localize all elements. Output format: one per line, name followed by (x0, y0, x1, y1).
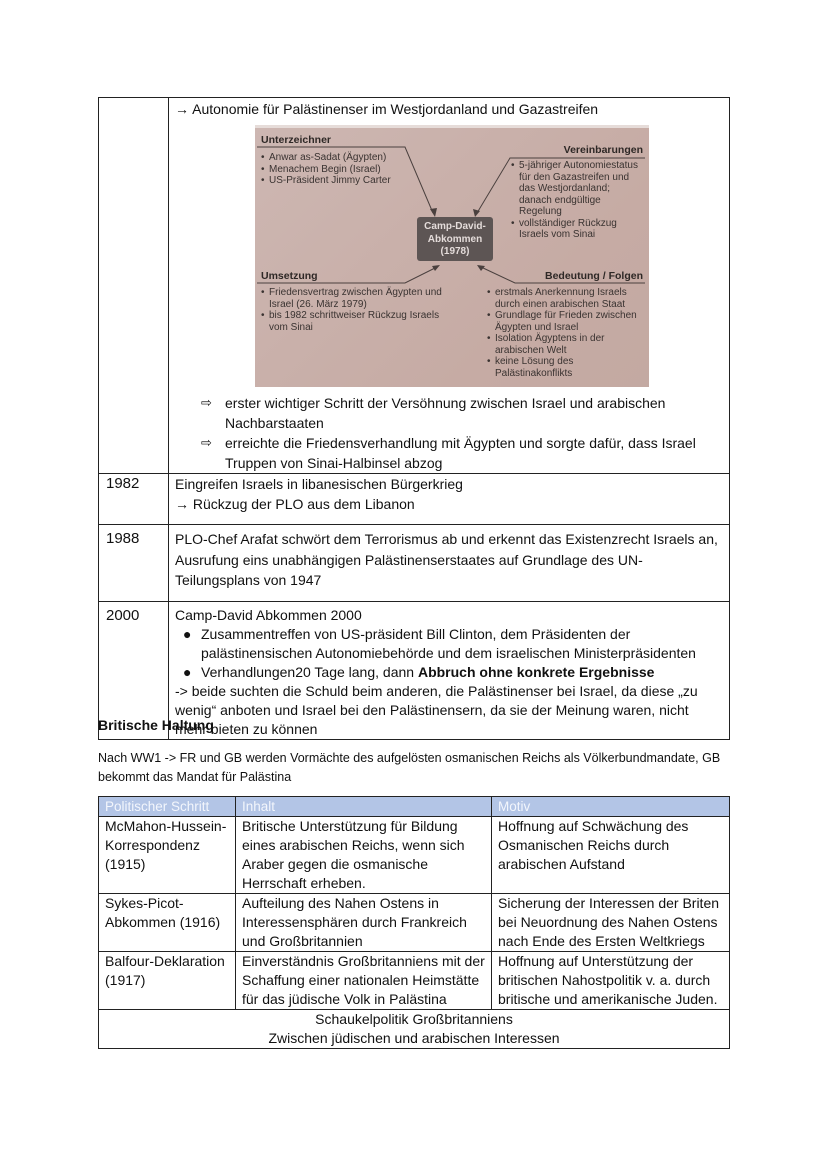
year-cell: 1982 (99, 474, 169, 525)
bedeutung-heading: Bedeutung / Folgen (545, 270, 643, 282)
event-conclusion: -> beide suchten die Schuld beim anderen, die Palästinenser bei Israel, da diese „zu wenig“ anboten und Israel bei den Palästinensern, da sie der Meinung waren, nicht mehr bieten zu können (175, 682, 698, 737)
event-cell (169, 525, 730, 602)
table-row (99, 952, 730, 1010)
event-text: Eingreifen Israels in libanesischen Bürgerkrieg (175, 476, 463, 492)
column-header: Inhalt (236, 797, 492, 817)
content-cell: Aufteilung des Nahen Ostens in Interessensphären durch Frankreich und Großbritannien (236, 894, 492, 952)
summary-cell (99, 1010, 730, 1049)
list-item: • Menachem Begin (Israel) (261, 164, 421, 176)
table-row (99, 817, 730, 894)
bedeutung-list (487, 287, 645, 379)
timeline-row-1982 (99, 474, 730, 525)
list-item: • vollständiger Rückzug Israels vom Sinai (511, 218, 641, 241)
unterzeichner-heading: Unterzeichner (261, 134, 332, 146)
summary-line: Schaukelpolitik Großbritanniens (315, 1011, 513, 1027)
center-line: (1978) (440, 246, 470, 257)
bullet-text: Verhandlungen20 Tage lang, dann (201, 663, 418, 680)
bullet-emphasis: Abbruch ohne konkrete Ergebnisse (417, 663, 655, 680)
section-intro: Nach WW1 -> FR und GB werden Vormächte des aufgelösten osmanischen Reichs als Völkerbundmandate, GB bekommt das Mandat für Palästina (98, 751, 721, 784)
outline-arrow-right-icon: ⇨ (201, 435, 212, 450)
conclusion-text: erster wichtiger Schritt der Versöhnung zwischen Israel und arabischen Nachbarstaaten (225, 395, 666, 431)
timeline-row-1988 (99, 525, 730, 602)
content-cell: Einverständnis Großbritanniens mit der Schaffung einer nationalen Heimstätte für das jüdische Volk in Palästina (236, 952, 492, 1010)
list-item: • Grundlage für Frieden zwischen Ägypten und Israel (487, 310, 645, 333)
event-title: Camp-David Abkommen 2000 (175, 606, 362, 623)
conclusion-text: erreichte die Friedensverhandlung mit Ägypten und sorgte dafür, dass Israel Truppen von Sinai-Halbinsel abzog (225, 435, 696, 471)
motive-cell: Sicherung der Interessen der Briten bei Neuordnung des Nahen Ostens nach Ende des Ersten Weltkriegs (492, 894, 730, 952)
content-cell: Britische Unterstützung für Bildung eines arabischen Reichs, wenn sich Araber gegen die osmanische Herrschaft erheben. (236, 817, 492, 894)
list-item: • bis 1982 schrittweiser Rückzug Israels vom Sinai (261, 310, 451, 333)
center-line: Camp-David- (424, 221, 486, 232)
section-heading: Britische Haltung (98, 717, 214, 733)
bullet-icon: ● (183, 663, 192, 680)
motive-cell: Hoffnung auf Schwächung des Osmanischen Reichs durch arabischen Aufstand (492, 817, 730, 894)
bullet-icon: ● (183, 625, 192, 642)
umsetzung-heading: Umsetzung (261, 270, 318, 282)
conclusion-item (201, 393, 723, 433)
camp-david-diagram-photo (255, 125, 649, 387)
column-header: Motiv (492, 797, 730, 817)
event-cell (169, 474, 730, 525)
table-header-row (99, 797, 730, 817)
year-cell: 2000 (99, 601, 169, 739)
event-text: PLO-Chef Arafat schwört dem Terrorismus ab und erkennt das Existenzrecht Israels an, Ausrufung eins unabhängigen Palästinenserstaates auf Grundlage des UN-Teilungsplans von 1947 (175, 531, 718, 588)
center-line: Abkommen (427, 233, 483, 245)
list-item: • 5-jähriger Autonomiestatus für den Gazastreifen und das Westjordanland; danach endgültige Regelung (511, 160, 641, 218)
bullet-item (183, 625, 723, 663)
list-item: • Anwar as-Sadat (Ägypten) (261, 152, 421, 164)
bullet-text: Zusammentreffen von US-präsident Bill Clinton, dem Präsidenten der palästinensischen Autonomiebehörde und dem israelischen Ministerpräsidenten (201, 625, 696, 661)
step-cell: Balfour-Deklaration (1917) (99, 952, 236, 1010)
motive-cell: Hoffnung auf Unterstützung der britischen Nahostpolitik v. a. durch britische und amerikanische Juden. (492, 952, 730, 1010)
event-consequence: → Rückzug der PLO aus dem Libanon (175, 496, 415, 512)
autonomy-note: → Autonomie für Palästinenser im Westjordanland und Gazastreifen (175, 101, 599, 117)
british-policy-table (98, 796, 730, 1049)
timeline-row-1978 (99, 98, 730, 474)
conclusion-list (201, 393, 723, 473)
conclusion-item (201, 433, 723, 473)
year-cell (99, 98, 169, 474)
timeline-table (98, 97, 730, 740)
vereinbarungen-heading: Vereinbarungen (563, 144, 643, 156)
list-item: • keine Lösung des Palästinakonflikts (487, 356, 645, 379)
unterzeichner-list (261, 152, 421, 187)
table-row (99, 894, 730, 952)
list-item: • Friedensvertrag zwischen Ägypten und Israel (26. März 1979) (261, 287, 451, 310)
umsetzung-list (261, 287, 451, 333)
year-cell: 1988 (99, 525, 169, 602)
list-item: • erstmals Anerkennung Israels durch einen arabischen Staat (487, 287, 645, 310)
step-cell: McMahon-Hussein-Korrespondenz (1915) (99, 817, 236, 894)
column-header: Politischer Schritt (99, 797, 236, 817)
event-cell (169, 98, 730, 474)
summary-line: Zwischen jüdischen und arabischen Interessen (268, 1030, 560, 1046)
event-cell (169, 601, 730, 739)
vereinbarungen-list (511, 160, 641, 241)
table-footer-row (99, 1010, 730, 1049)
event-bullets (175, 625, 723, 682)
step-cell: Sykes-Picot-Abkommen (1916) (99, 894, 236, 952)
list-item: • Isolation Ägyptens in der arabischen Welt (487, 333, 645, 356)
list-item: • US-Präsident Jimmy Carter (261, 175, 421, 187)
camp-david-center-box (417, 217, 493, 261)
outline-arrow-right-icon: ⇨ (201, 395, 212, 410)
bullet-item (183, 663, 723, 682)
